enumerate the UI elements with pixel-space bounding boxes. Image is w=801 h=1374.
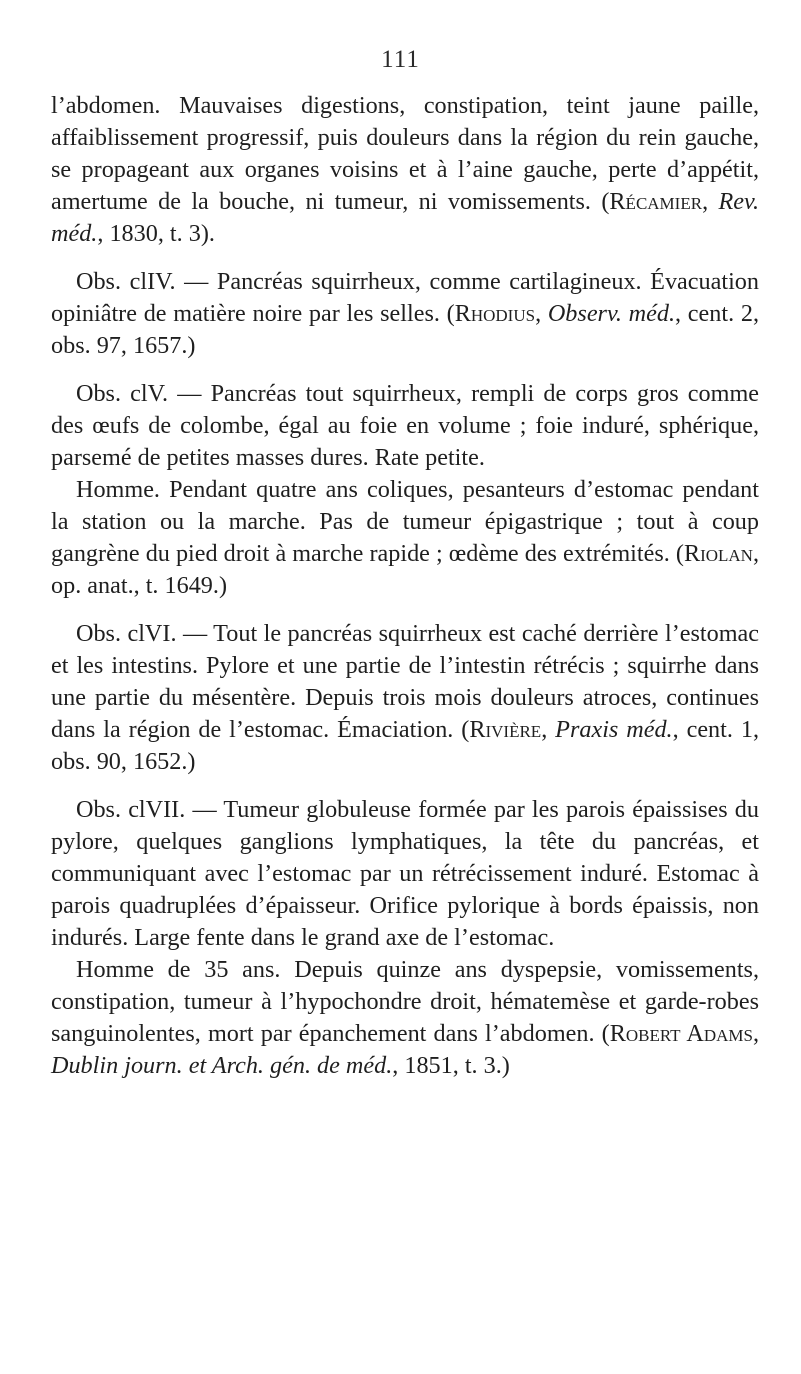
- text-run: ,: [535, 300, 548, 327]
- source-title: Observ. méd.: [547, 300, 676, 327]
- text-run: ,: [541, 716, 556, 743]
- text-run: Homme de 35 ans. Depuis quinze ans dyspepsie, vomissements, constipation, tumeur à l’hypochondre droit, hématemèse et garde-robes sanguinolentes, mort par épanchement dans l’abdomen. (: [51, 956, 759, 1047]
- text-run: , cent. 1, obs. 90, 1652.): [51, 716, 759, 775]
- body-text: [51, 90, 759, 1082]
- paragraph-p6: [51, 954, 759, 1082]
- author-name: Riolan: [683, 540, 753, 567]
- author-name: Robert Adams: [609, 1020, 753, 1047]
- observation-label: Obs. clVI.: [76, 620, 177, 647]
- source-title: Praxis méd.: [555, 716, 673, 743]
- page-number: 111: [381, 46, 420, 73]
- observation-label: Obs. clIV.: [76, 268, 176, 295]
- text-run: ,: [702, 188, 719, 215]
- paragraph-p2: [51, 378, 759, 474]
- text-run: — Pancréas tout squirrheux, rempli de corps gros comme des œufs de colombe, égal au foie en volume ; foie induré, sphérique, parsemé de petites masses dures. Rate petite.: [51, 380, 759, 471]
- observation-label: Obs. clV.: [76, 380, 169, 407]
- text-run: , op. anat., t. 1649.): [51, 540, 759, 599]
- paragraph-p1: [51, 266, 759, 362]
- author-name: Récamier: [609, 188, 703, 215]
- author-name: Rivière: [469, 716, 542, 743]
- paragraph-p0: [51, 90, 759, 250]
- text-run: , cent. 2, obs. 97, 1657.): [51, 300, 760, 359]
- text-run: , 1830, t. 3).: [97, 220, 215, 247]
- paragraph-p4: [51, 618, 759, 778]
- text-run: , 1851, t. 3.): [392, 1052, 510, 1079]
- author-name: Rhodius: [454, 300, 536, 327]
- paragraph-p5: [51, 794, 759, 954]
- observation-label: Obs. clVII.: [76, 796, 186, 823]
- text-run: — Tout le pancréas squirrheux est caché derrière l’estomac et les intestins. Pylore et une partie de l’intestin rétrécis ; squirrhe dans une partie du mésentère. Depuis trois mois douleurs atroces, continues dans la région de l’estomac. Émaciation. (: [51, 620, 760, 743]
- text-run: ,: [752, 1020, 760, 1047]
- text-run: — Pancréas squirrheux, comme cartilagineux. Évacuation opiniâtre de matière noire par les selles. (: [51, 268, 759, 327]
- text-run: Homme. Pendant quatre ans coliques, pesanteurs d’estomac pendant la station ou la marche. Pas de tumeur épigastrique ; tout à coup gangrène du pied droit à marche rapide ; œdème des extrémités. (: [51, 476, 759, 567]
- text-run: — Tumeur globuleuse formée par les parois épaissises du pylore, quelques ganglions lymphatiques, la tête du pancréas, et communiquant avec l’estomac par un rétrécissement induré. Estomac à parois quadruplées d’épaisseur. Orifice pylorique à bords épaissis, non indurés. Large fente dans le grand axe de l’estomac.: [51, 796, 759, 951]
- source-title: Rev. méd.: [51, 188, 760, 247]
- paragraph-p3: [51, 474, 759, 602]
- source-title: Dublin journ. et Arch. gén. de méd.: [51, 1052, 393, 1079]
- text-run: l’abdomen. Mauvaises digestions, constipation, teint jaune paille, affaiblissement progressif, puis douleurs dans la région du rein gauche, se propageant aux organes voisins et à l’aine gauche, perte d’appétit, amertume de la bouche, ni tumeur, ni vomissements. (: [51, 92, 759, 215]
